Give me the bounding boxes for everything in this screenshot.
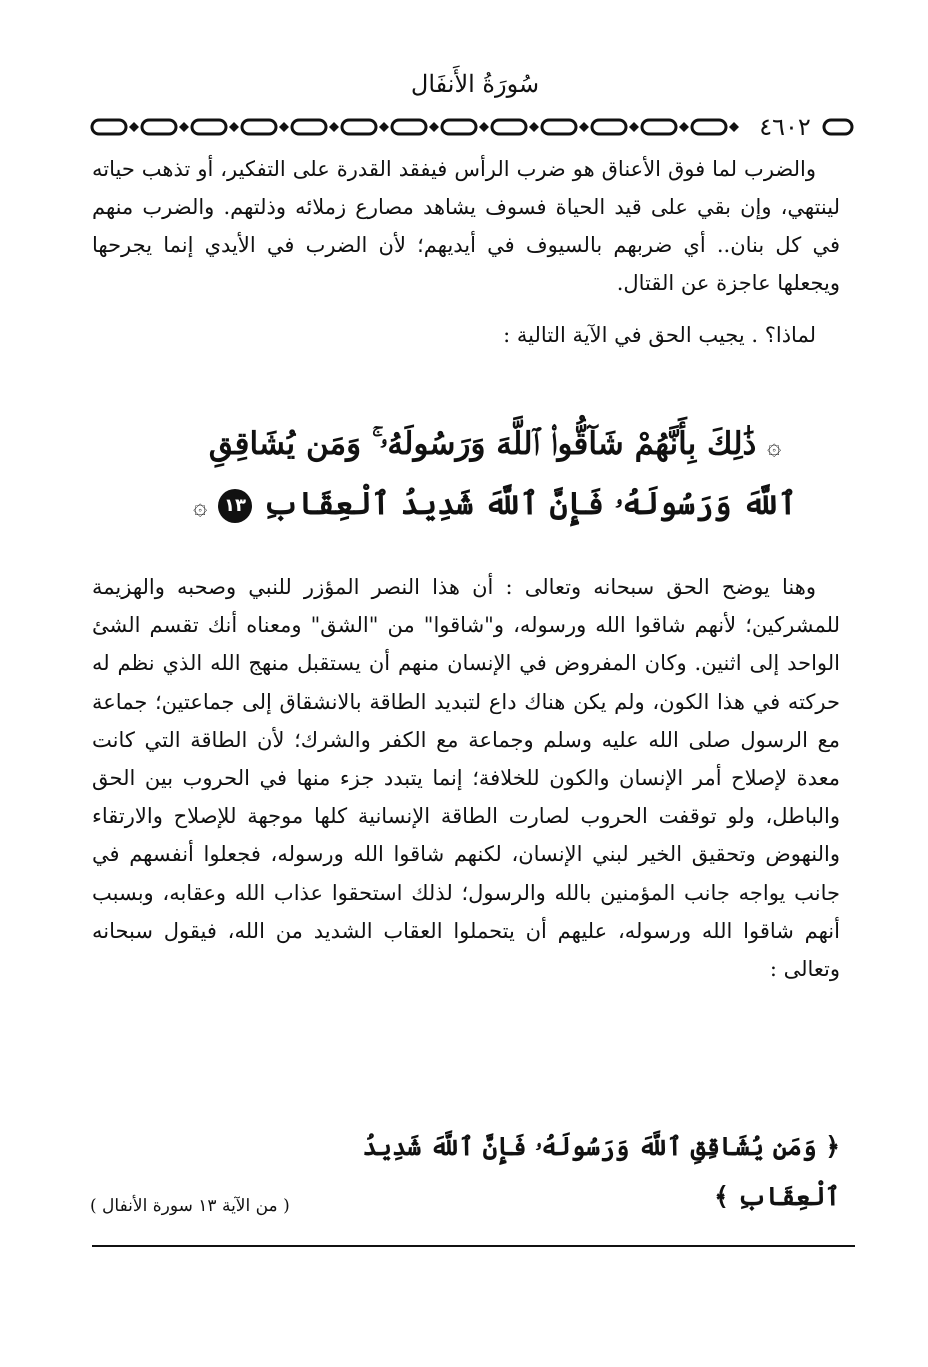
decorative-chain-border — [90, 116, 745, 138]
verse-line-1 — [150, 415, 840, 475]
surah-title: سُورَةُ الأَنفَال — [410, 70, 540, 98]
question-line: لماذا؟ . يجيب الحق في الآية التالية : — [503, 323, 816, 347]
explanation-text — [92, 568, 840, 988]
decorative-chain-end — [822, 116, 855, 138]
verse-open-ornament: ۞ — [767, 432, 782, 460]
intro-text — [92, 150, 840, 354]
page-number: ٤٦٠٢ — [759, 113, 811, 141]
footer-divider — [92, 1245, 855, 1247]
quran-verse — [150, 415, 840, 535]
page-header-band — [90, 112, 855, 142]
verse-line-1-text: ذَٰلِكَ بِأَنَّهُمْ شَآقُّوا۟ ٱللَّهَ وَرَسُولَهُۥ ۚ وَمَن يُشَاقِقِ — [208, 426, 757, 462]
ayah-number-badge: ١٣ — [218, 489, 252, 523]
verse-line-2-text: ٱللَّهَ وَرَسُولَهُۥ فَإِنَّ ٱللَّهَ شَدِيدُ ٱلْعِقَابِ — [262, 486, 797, 522]
quoted-verse: ﴿ وَمَن يُشَاقِقِ ٱللَّهَ وَرَسُولَهُۥ فَإِنَّ ٱللَّهَ شَدِيدُ ٱلْعِقَابِ ﴾ — [362, 1132, 840, 1211]
verse-close-ornament: ۞ — [193, 492, 208, 520]
verse-reference: ( من الآية ١٣ سورة الأنفال ) — [90, 1196, 290, 1216]
intro-paragraph: والضرب لما فوق الأعناق هو ضرب الرأس فيفقد القدرة على التفكير، أو تذهب حياته لينتهي، وإن بقي على قيد الحياة فسوف يشاهد مصارع زملائه وذلتهم. والضرب منهم في كل بنان.. أي ضربهم بالسيوف في أيديهم؛ لأن الضرب في الأيدي إنما يجرحها ويجعلها عاجزة عن القتال. — [92, 157, 840, 295]
verse-line-2 — [150, 475, 840, 535]
explanation-paragraph: وهنا يوضح الحق سبحانه وتعالى : أن هذا النصر المؤزر للنبي وصحبه والهزيمة للمشركين؛ لأنهم شاقوا الله ورسوله، و"شاقوا" من "الشق" ومعناه أنك تقسم الشئ الواحد إلى اثنين. وكان المفروض في الإنسان منهم أن يستقبل منهج الله الذي نظم له حركته في هذا الكون، ولم يكن هناك داع لتبديد الطاقة بالانشقاق إلى جماعتين؛ جماعة مع الرسول صلى الله عليه وسلم وجماعة مع الكفر والشرك؛ لأن الطاقة التي كانت معدة لإصلاح أمر الإنسان والكون للخلافة؛ إنما يتبدد جزء منها في الحروب بين الحق والباطل، ولو توقفت الحروب لصارت الطاقة الإنسانية كلها موجهة للإصلاح والارتقاء والنهوض وتحقيق الخير لبني الإنسان، لكنهم شاقوا الله ورسوله، فجعلوا أنفسهم في جانب يواجه جانب المؤمنين بالله والرسول؛ لذلك استحقوا عذاب الله وعقابه، وبسبب أنهم شاقوا الله ورسوله، عليهم أن يتحملوا العقاب الشديد من الله، فيقول سبحانه وتعالى : — [92, 575, 840, 982]
